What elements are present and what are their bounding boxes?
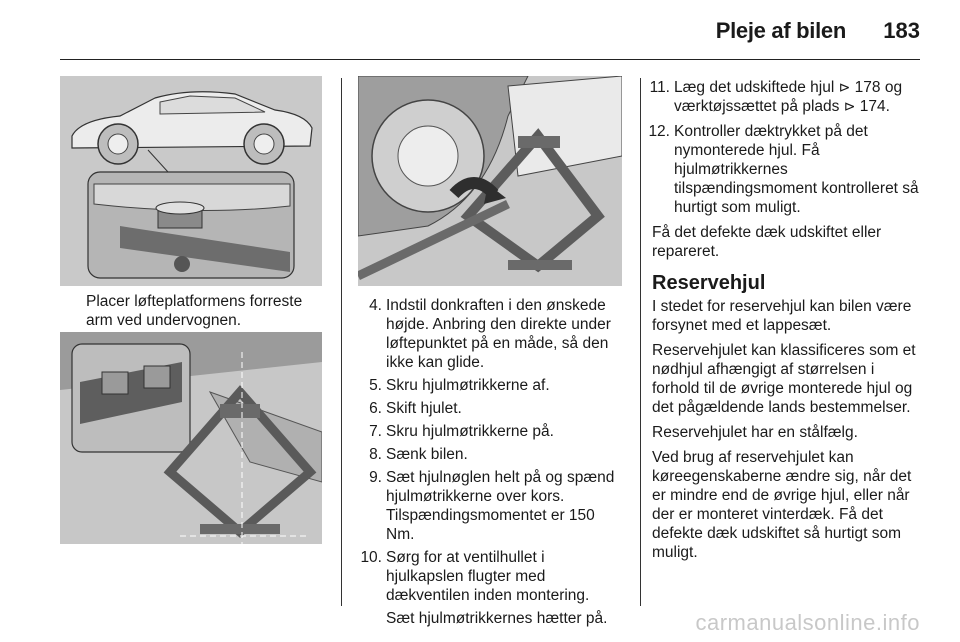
- page-number: 183: [883, 18, 920, 43]
- watermark: carmanualsonline.info: [695, 610, 920, 635]
- figure-jack-under-car: [358, 76, 622, 286]
- right-column: [648, 78, 924, 568]
- page-reference[interactable]: 178: [854, 79, 881, 96]
- page-reference[interactable]: 174: [859, 98, 886, 115]
- list-item: 5. Skru hjulmøtrikkerne af.: [369, 377, 550, 394]
- paragraph: Reservehjulet kan klassificeres som et nødhjul afhængigt af størrelsen i forhold til de øvrige monterede hjul og det pågældende lands bestemmelser.: [652, 342, 916, 416]
- figure-jack-positioning: [60, 332, 322, 544]
- page-reference-icon: ⊳: [838, 79, 851, 95]
- paragraph: Få det defekte dæk udskiftet eller repareret.: [652, 224, 882, 260]
- list-item: 4. Indstil donkraften i den ønskede højde. Anbring den direkte under løftepunktet på en måde, så den ikke kan glide.: [369, 297, 611, 371]
- figure-car-lift-point: [60, 76, 322, 286]
- list-item: 11. Læg det udskiftede hjul ⊳ 178 og værktøjssættet på plads ⊳ 174.: [649, 79, 903, 115]
- figure-caption-left: Placer løfteplatformens forreste arm ved undervognen.: [86, 293, 303, 329]
- list-item: 9. Sæt hjulnøglen helt på og spænd hjulmøtrikkerne over kors. Tilspændingsmomentet er 150 Nm.: [369, 469, 615, 543]
- column-divider-left: [341, 78, 342, 606]
- paragraph: I stedet for reservehjul kan bilen være forsynet med et lappesæt.: [652, 298, 912, 334]
- page-header: [0, 0, 960, 60]
- page-reference-icon: ⊳: [843, 98, 856, 114]
- section-heading: Reservehjul: [652, 272, 766, 294]
- list-item: 6. Skift hjulet.: [369, 400, 462, 417]
- list-item: 7. Skru hjulmøtrikkerne på.: [369, 423, 554, 440]
- header-rule: [60, 59, 920, 60]
- step-list-middle: [360, 296, 626, 632]
- step-note: Sæt hjulmøtrikkernes hætter på.: [386, 610, 608, 627]
- list-item: 12. Kontroller dæktrykket på det nymonterede hjul. Få hjulmøtrikkernes tilspændingsmoment kontrolleret så hurtigt som muligt.: [648, 123, 919, 216]
- paragraph: Reservehjulet har en stålfælg.: [652, 424, 858, 441]
- step-list-right: [648, 78, 924, 217]
- column-divider-right: [640, 78, 641, 606]
- list-item: 10. Sørg for at ventilhullet i hjulkapslen flugter med dækventilen inden montering. Sæt hjulmøtrikkernes hætter på.: [364, 548, 626, 628]
- section-title: Pleje af bilen: [715, 18, 846, 43]
- list-item: 8. Sænk bilen.: [369, 446, 468, 463]
- paragraph: Ved brug af reservehjulet kan køreegenskaberne ændre sig, når det er mindre end de øvrige hjul, eller når der er monteret vinterdæk. Få det defekte dæk udskiftet så hurtigt som muligt.: [652, 449, 912, 561]
